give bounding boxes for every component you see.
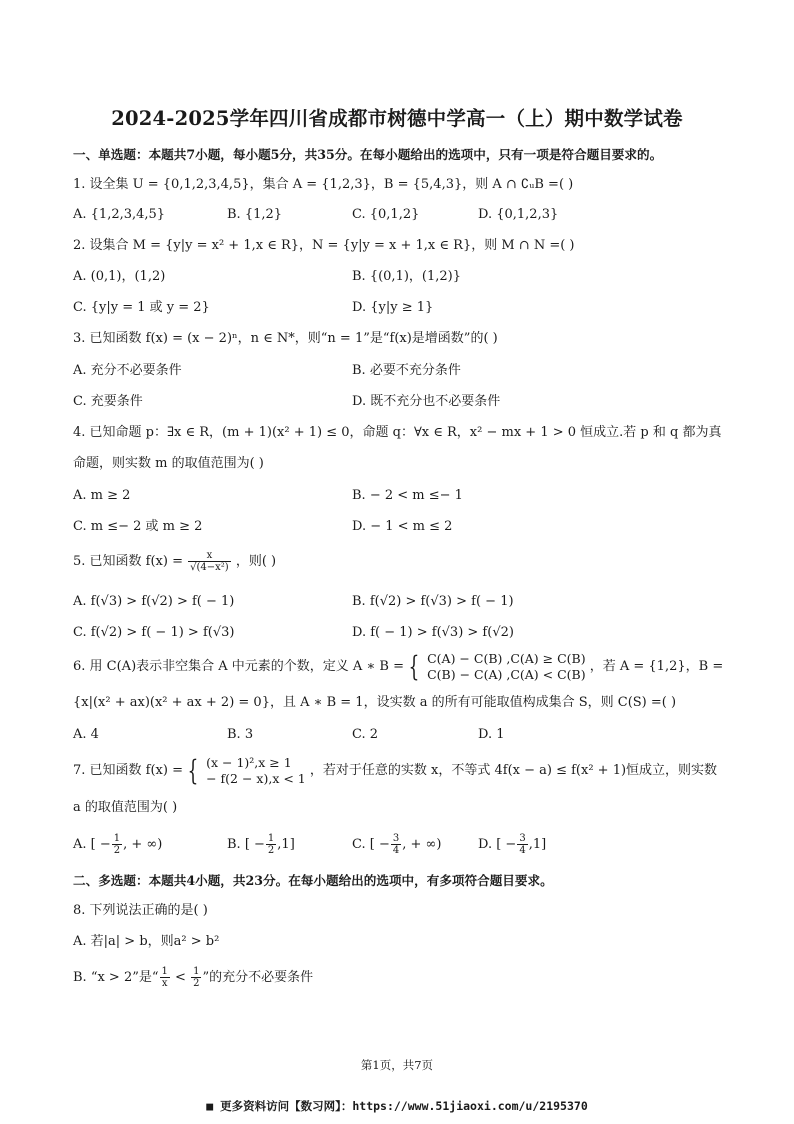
section-single-choice-header: 一、单选题：本题共7小题，每小题5分，共35分。在每小题给出的选项中，只有一项是符合题目要求的。 xyxy=(73,147,663,162)
question-7-option-d-denominator: 4 xyxy=(519,845,526,856)
question-6-option-d: D. 1 xyxy=(478,727,505,742)
question-2-option-a: A. (0,1)，(1,2) xyxy=(73,269,166,284)
question-7-case-1: (x − 1)²,x ≥ 1 xyxy=(206,754,292,770)
question-6-stem-pre: 6. 用 C(A)表示非空集合 A 中元素的个数，定义 A ∗ B = xyxy=(73,659,404,674)
question-1-option-b: B. {1,2} xyxy=(227,207,283,222)
question-7-option-c-fraction xyxy=(391,833,401,856)
question-7-option-d-fraction xyxy=(517,833,527,856)
question-8-option-b xyxy=(73,966,313,989)
question-8-option-b-post: ”的充分不必要条件 xyxy=(202,970,314,985)
question-2-option-d: D. {y|y ≥ 1} xyxy=(352,300,434,315)
question-7-option-b-pre: B. [ − xyxy=(227,837,265,852)
question-7-option-c-numerator: 3 xyxy=(392,833,400,844)
question-7-option-c-pre: C. [ − xyxy=(352,837,390,852)
question-4-option-c: C. m ≤− 2 或 m ≥ 2 xyxy=(73,519,203,534)
question-7-option-b-post: ,1] xyxy=(277,837,295,852)
question-4-option-b: B. − 2 < m ≤− 1 xyxy=(352,488,463,503)
question-5-fraction-numerator: x xyxy=(188,550,231,562)
question-7-option-a-fraction xyxy=(112,833,122,856)
question-6-option-b: B. 3 xyxy=(227,727,254,742)
question-7-case-2: − f(2 − x),x < 1 xyxy=(206,770,306,786)
question-8-stem: 8. 下列说法正确的是( ) xyxy=(73,903,208,918)
question-4-stem-line1: 4. 已知命题 p：∃x ∈ R，(m + 1)(x² + 1) ≤ 0，命题 q：∀x ∈ R，x² − mx + 1 > 0 恒成立.若 p 和 q 都为真 xyxy=(73,425,722,440)
question-7-option-a-numerator: 1 xyxy=(113,833,121,844)
question-6-cases xyxy=(425,651,585,683)
question-3-option-c: C. 充要条件 xyxy=(73,394,143,409)
question-8-option-b-pre: B. “x > 2”是“ xyxy=(73,970,159,985)
question-2-option-b: B. {(0,1)，(1,2)} xyxy=(352,269,461,284)
question-7-option-d xyxy=(478,833,546,856)
question-7-stem-post: ，若对于任意的实数 x，不等式 4f(x − a) ≤ f(x² + 1)恒成立，则实数 xyxy=(309,763,718,778)
question-6-option-a: A. 4 xyxy=(73,727,99,742)
question-4-stem-line2: 命题，则实数 m 的取值范围为( ) xyxy=(73,456,264,471)
question-7-option-c-denominator: 4 xyxy=(392,845,400,856)
question-5-stem xyxy=(73,550,276,573)
question-5-option-c: C. f(√2) > f( − 1) > f(√3) xyxy=(73,625,235,640)
question-8-option-a: A. 若|a| > b，则a² > b² xyxy=(73,934,220,949)
question-5-stem-post: ，则( ) xyxy=(235,554,277,569)
question-7-stem-line2: a 的取值范围为( ) xyxy=(73,800,178,815)
question-1-option-a: A. {1,2,3,4,5} xyxy=(73,207,166,222)
question-8-option-b-denominator-2: 2 xyxy=(193,978,200,989)
question-2-option-c: C. {y|y = 1 或 y = 2} xyxy=(73,300,210,315)
question-3-stem: 3. 已知函数 f(x) = (x − 2)ⁿ，n ∈ N*，则“n = 1”是“f(x)是增函数”的( ) xyxy=(73,331,498,346)
question-7-option-a-post: , + ∞) xyxy=(123,837,163,852)
question-6-case-2: C(B) − C(A) ,C(A) < C(B) xyxy=(427,666,586,682)
question-7-option-a xyxy=(73,833,162,856)
question-7-option-d-post: ,1] xyxy=(528,837,547,852)
question-8-option-b-numerator-1: 1 xyxy=(161,966,168,977)
question-7-cases xyxy=(204,755,306,787)
question-4-option-d: D. − 1 < m ≤ 2 xyxy=(352,519,453,534)
question-4-option-a: A. m ≥ 2 xyxy=(73,488,131,503)
question-1-option-c: C. {0,1,2} xyxy=(352,207,420,222)
question-8-option-b-fraction-2 xyxy=(191,966,201,989)
question-6-case-1: C(A) − C(B) ,C(A) ≥ C(B) xyxy=(427,650,586,666)
question-7-option-a-denominator: 2 xyxy=(113,845,121,856)
question-3-option-d: D. 既不充分也不必要条件 xyxy=(352,394,501,409)
question-7-stem-pre: 7. 已知函数 f(x) = xyxy=(73,763,183,778)
question-5-option-d: D. f( − 1) > f(√3) > f(√2) xyxy=(352,625,514,640)
question-6-stem-post: ，若 A = {1,2}，B = xyxy=(589,659,724,674)
question-3-option-a: A. 充分不必要条件 xyxy=(73,363,182,378)
page-title: 2024-2025学年四川省成都市树德中学高一（上）期中数学试卷 xyxy=(111,107,683,130)
resource-link-banner[interactable]: ■ 更多资料访问【数习网】：https://www.51jiaoxi.com/u/2195370 xyxy=(206,1099,588,1113)
question-7-option-c xyxy=(352,833,441,856)
question-2-stem: 2. 设集合 M = {y|y = x² + 1,x ∈ R}，N = {y|y = x + 1,x ∈ R}，则 M ∩ N =( ) xyxy=(73,238,575,253)
question-7-option-b xyxy=(227,833,295,856)
question-5-fraction xyxy=(188,550,231,573)
question-5-option-b: B. f(√2) > f(√3) > f( − 1) xyxy=(352,594,514,609)
question-6-stem-line1 xyxy=(73,650,723,684)
question-7-option-b-numerator: 1 xyxy=(267,833,275,844)
question-7-option-d-pre: D. [ − xyxy=(478,837,517,852)
question-7-option-d-numerator: 3 xyxy=(519,833,526,844)
question-8-option-b-denominator-1: x xyxy=(161,978,168,989)
question-8-option-b-mid: < xyxy=(170,970,191,985)
left-brace-icon: { xyxy=(408,649,420,683)
section-multiple-choice-header: 二、多选题：本题共4小题，共23分。在每小题给出的选项中，有多项符合题目要求。 xyxy=(73,873,553,888)
question-8-option-b-numerator-2: 1 xyxy=(193,966,200,977)
question-5-fraction-denominator: √(4−x²) xyxy=(190,562,229,573)
question-5-option-a: A. f(√3) > f(√2) > f( − 1) xyxy=(73,594,235,609)
question-7-option-b-fraction xyxy=(266,833,276,856)
question-1-option-d: D. {0,1,2,3} xyxy=(478,207,559,222)
question-6-option-c: C. 2 xyxy=(352,727,379,742)
page-number-footer: 第1页，共7页 xyxy=(360,1058,434,1072)
question-1-stem: 1. 设全集 U = {0,1,2,3,4,5}，集合 A = {1,2,3}，B = {5,4,3}，则 A ∩ ∁ᵤB =( ) xyxy=(73,177,574,192)
question-8-option-b-fraction-1 xyxy=(160,966,170,989)
question-3-option-b: B. 必要不充分条件 xyxy=(352,363,461,378)
question-6-stem-line2: {x|(x² + ax)(x² + ax + 2) = 0}，且 A ∗ B = 1，设实数 a 的所有可能取值构成集合 S，则 C(S) =( ) xyxy=(73,695,677,710)
question-7-stem-line1 xyxy=(73,754,717,788)
question-7-option-c-post: , + ∞) xyxy=(402,837,442,852)
question-7-option-a-pre: A. [ − xyxy=(73,837,111,852)
question-5-stem-pre: 5. 已知函数 f(x) = xyxy=(73,554,183,569)
left-brace-icon: { xyxy=(187,753,199,787)
question-7-option-b-denominator: 2 xyxy=(267,845,275,856)
